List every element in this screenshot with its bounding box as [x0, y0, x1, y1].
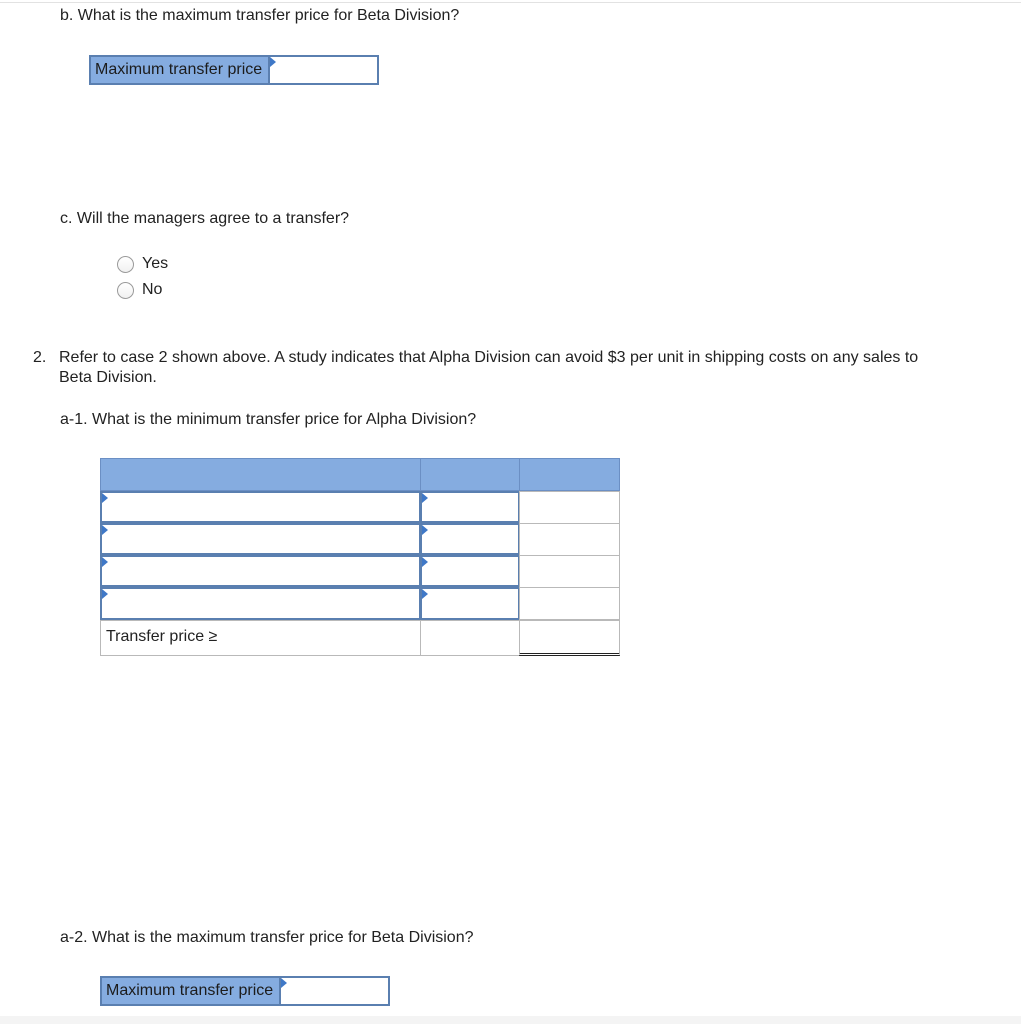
radio-option-no[interactable]: [117, 280, 162, 300]
question-a1-label: a-1.: [60, 411, 88, 428]
question-a2-label: a-2.: [60, 929, 88, 946]
min-transfer-price-table: [100, 458, 620, 656]
radio-label-no: No: [142, 281, 163, 298]
table-row2-label-input[interactable]: [100, 523, 421, 555]
table-row4-total-cell: [519, 587, 620, 620]
table-row4-label-input[interactable]: [100, 587, 421, 620]
table-row1-amount-input[interactable]: [420, 491, 520, 523]
transfer-price-empty-cell: [420, 620, 520, 656]
question-b: [60, 6, 459, 26]
input-marker-icon: [422, 525, 428, 535]
input-marker-icon: [102, 493, 108, 503]
radio-label-yes: Yes: [142, 255, 169, 272]
input-marker-icon: [422, 493, 428, 503]
table-row3-label-input[interactable]: [100, 555, 421, 587]
radio-button-yes[interactable]: [117, 256, 134, 273]
transfer-price-label: Transfer price ≥: [100, 620, 421, 656]
question-a2: [60, 928, 474, 948]
input-marker-icon: [102, 589, 108, 599]
question-2-text: Refer to case 2 shown above. A study indicates that Alpha Division can avoid $3 per unit in shipping costs on any sales to Beta Division.: [59, 349, 919, 386]
question-a2-text: What is the maximum transfer price for Beta Division?: [92, 929, 474, 946]
table-row1-label-input[interactable]: [100, 491, 421, 523]
question-b-text: What is the maximum transfer price for Beta Division?: [77, 7, 460, 24]
input-marker-icon: [102, 525, 108, 535]
question-c: [60, 209, 349, 229]
table-row3-amount-input[interactable]: [420, 555, 520, 587]
question-2-number: 2.: [33, 349, 47, 366]
question-c-label: c.: [60, 210, 73, 227]
input-marker-icon: [281, 978, 287, 988]
table-row2-amount-input[interactable]: [420, 523, 520, 555]
table-row2-total-cell: [519, 523, 620, 556]
table-row3-total-cell: [519, 555, 620, 588]
table-row4-amount-input[interactable]: [420, 587, 520, 620]
transfer-price-total-cell: [519, 620, 620, 656]
max-transfer-price-answer-b: [89, 55, 379, 85]
top-divider: [0, 2, 1021, 3]
radio-option-yes[interactable]: [117, 254, 168, 274]
bottom-edge: [0, 1016, 1021, 1024]
input-marker-icon: [422, 589, 428, 599]
max-transfer-price-input-a2[interactable]: [281, 978, 388, 1004]
question-a1-text: What is the minimum transfer price for Alpha Division?: [92, 411, 477, 428]
question-b-label: b.: [60, 7, 74, 24]
table-header-cell-2: [420, 458, 520, 491]
input-marker-icon: [270, 57, 276, 67]
table-header-cell-3: [519, 458, 620, 491]
input-marker-icon: [422, 557, 428, 567]
radio-button-no[interactable]: [117, 282, 134, 299]
question-c-text: Will the managers agree to a transfer?: [76, 210, 350, 227]
max-transfer-price-label-b: Maximum transfer price: [91, 57, 270, 83]
max-transfer-price-answer-a2: [100, 976, 390, 1006]
question-a1: [60, 410, 476, 430]
table-row1-total-cell: [519, 491, 620, 524]
table-header-cell-1: [100, 458, 421, 491]
max-transfer-price-input-b[interactable]: [270, 57, 377, 83]
max-transfer-price-label-a2: Maximum transfer price: [102, 978, 281, 1004]
input-marker-icon: [102, 557, 108, 567]
